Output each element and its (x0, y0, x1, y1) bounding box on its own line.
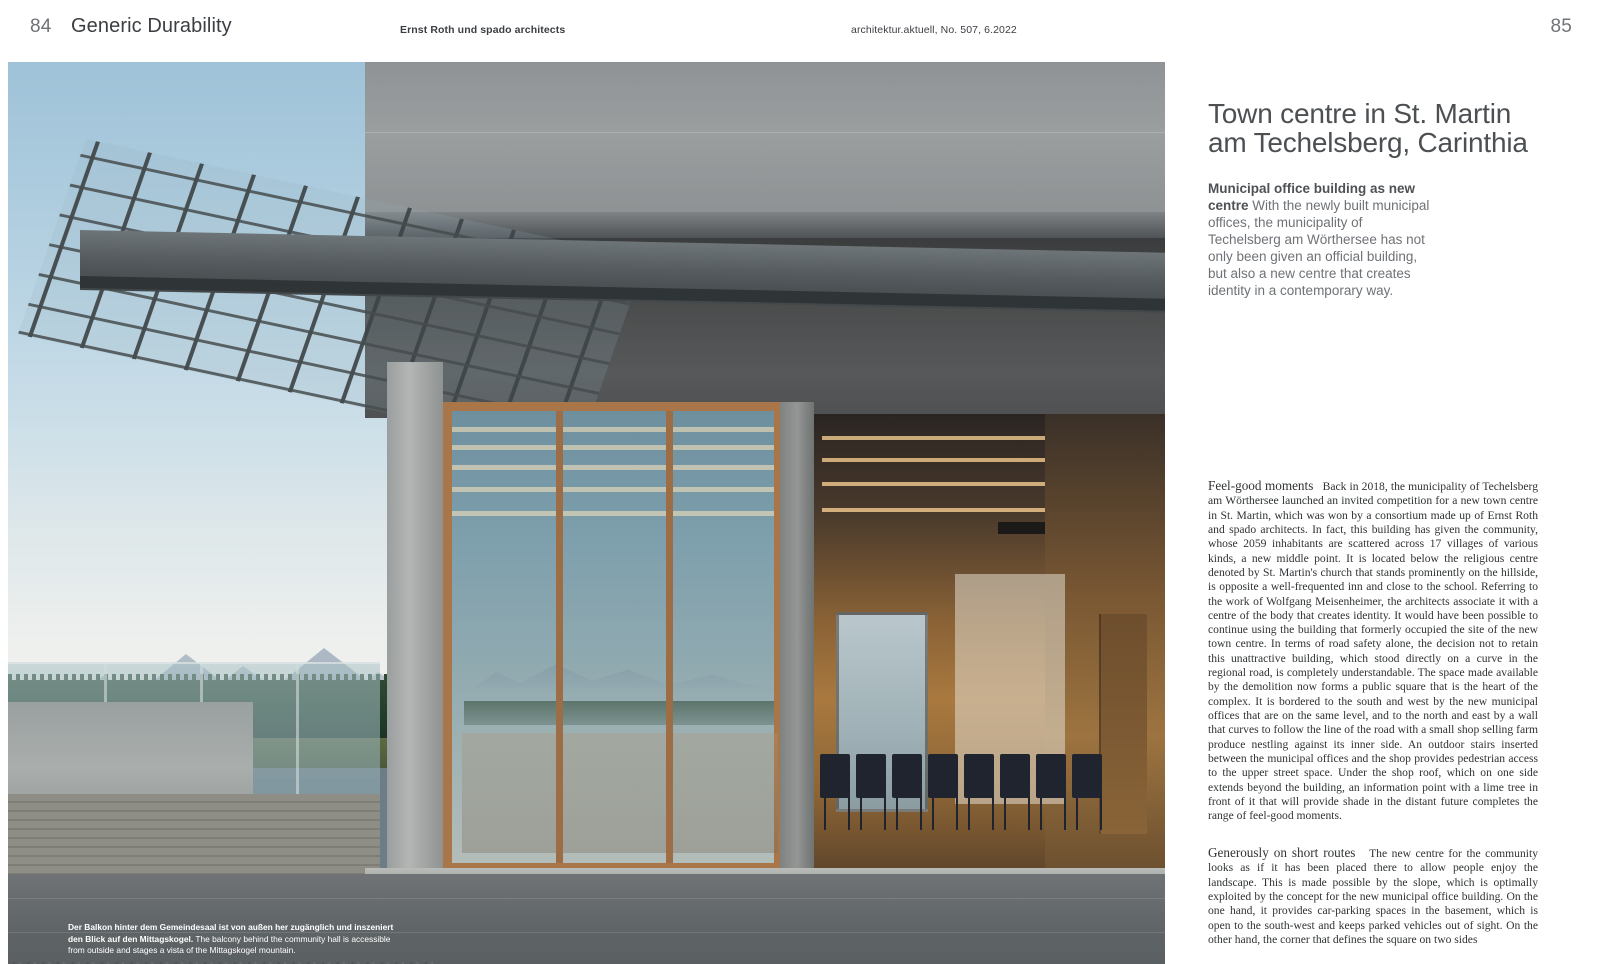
body-paragraph-1 (1208, 478, 1538, 824)
article-intro (1208, 100, 1538, 299)
glazed-facade-bay (443, 402, 783, 872)
paragraph-lead-2: Generously on short routes (1208, 845, 1356, 860)
section-title: Generic Durability (71, 15, 232, 37)
interior-floor-reflection (462, 733, 778, 853)
concrete-joint-line (365, 132, 1165, 133)
paragraph-text-2: The new centre for the community looks as if it has been placed there to allow people enjoy the landscape. This is made possible by the slope, which is optimally exploited by the concept for the new municipal office building. On the one hand, it provides car-parking spaces in the basement, which is open to the south-west and keeps parked vehicles out of sight. On the other hand, the corner that defines the square on two sides (1208, 847, 1538, 946)
standfirst-text: With the newly built municipal offices, the municipality of Techelsberg am Wörthersee has not only been given an official building, but also a new centre that creates identity in a contemporary way. (1208, 197, 1430, 298)
running-head (0, 0, 1600, 62)
photo-caption (68, 922, 398, 957)
timber-deck (8, 794, 380, 886)
photo-caption-de: Der Balkon hinter dem Gemeindesaal ist von außen her zugänglich und inszeniert den Blick auf den Mittagskogel. (68, 922, 394, 944)
building-photograph (8, 62, 1165, 964)
facade-column (387, 362, 443, 882)
standfirst-lead: Municipal office building as new centre (1208, 180, 1416, 213)
issue-credit: architektur.aktuell, No. 507, 6.2022 (851, 24, 1017, 36)
folio-right: 85 (1550, 16, 1572, 37)
page-title: Town centre in St. Martin am Techelsberg, Carinthia (1208, 98, 1528, 158)
photo-caption-en: The balcony behind the community hall is accessible from outside and stages a vista of the Mittagskogel mountain. (68, 933, 391, 956)
concrete-pier (780, 402, 814, 872)
body-paragraph-2 (1208, 845, 1538, 947)
architects-credit: Ernst Roth und spado architects (400, 24, 566, 36)
folio-left: 84 (30, 16, 52, 37)
forest-reflection (464, 701, 774, 725)
paragraph-text-1: Back in 2018, the municipality of Techelsberg am Wörthersee launched an invited competition for a new town centre in St. Martin, which was won by a consortium made up of Ernst Roth and spado architects. In fact, this building has given the community, whose 2059 inhabitants are scattered across 17 villages of various kinds, a new middle point. It is located below the religious centre denoted by St. Martin's church that stands prominently on the hillside, is opposite a well-frequented inn and close to the school. Referring to the work of Wolfgang Meisenheimer, the architects associate it with a centre of the body that creates identity. It would have been possible to continue using the building that formerly occupied the site of the new town centre. In terms of road safety alone, the decision not to retain this unattractive building, which stood directly on a curve in the regional road, is completely understandable. The space made available by the demolition now forms a public square that is the heart of the complex. It is bordered to the south and west by the new municipal offices that are on the same level, and to the north and east by a wall that curves to follow the line of the road with a small shop selling farm produce nestling against its inner side. An outdoor stairs inserted between the municipal offices and the shop provides pedestrian access to the upper street space. Under the shop roof, which on one side extends beyond the building, an information point with a lime tree in front of it that will provide shade in the distant future completes the range of feel-good moments. (1208, 480, 1538, 823)
standfirst (1208, 180, 1436, 299)
paragraph-lead-1: Feel-good moments (1208, 478, 1314, 493)
mountain-reflection (466, 657, 766, 693)
interior-hall (814, 414, 1165, 874)
chair-row (814, 720, 1165, 830)
